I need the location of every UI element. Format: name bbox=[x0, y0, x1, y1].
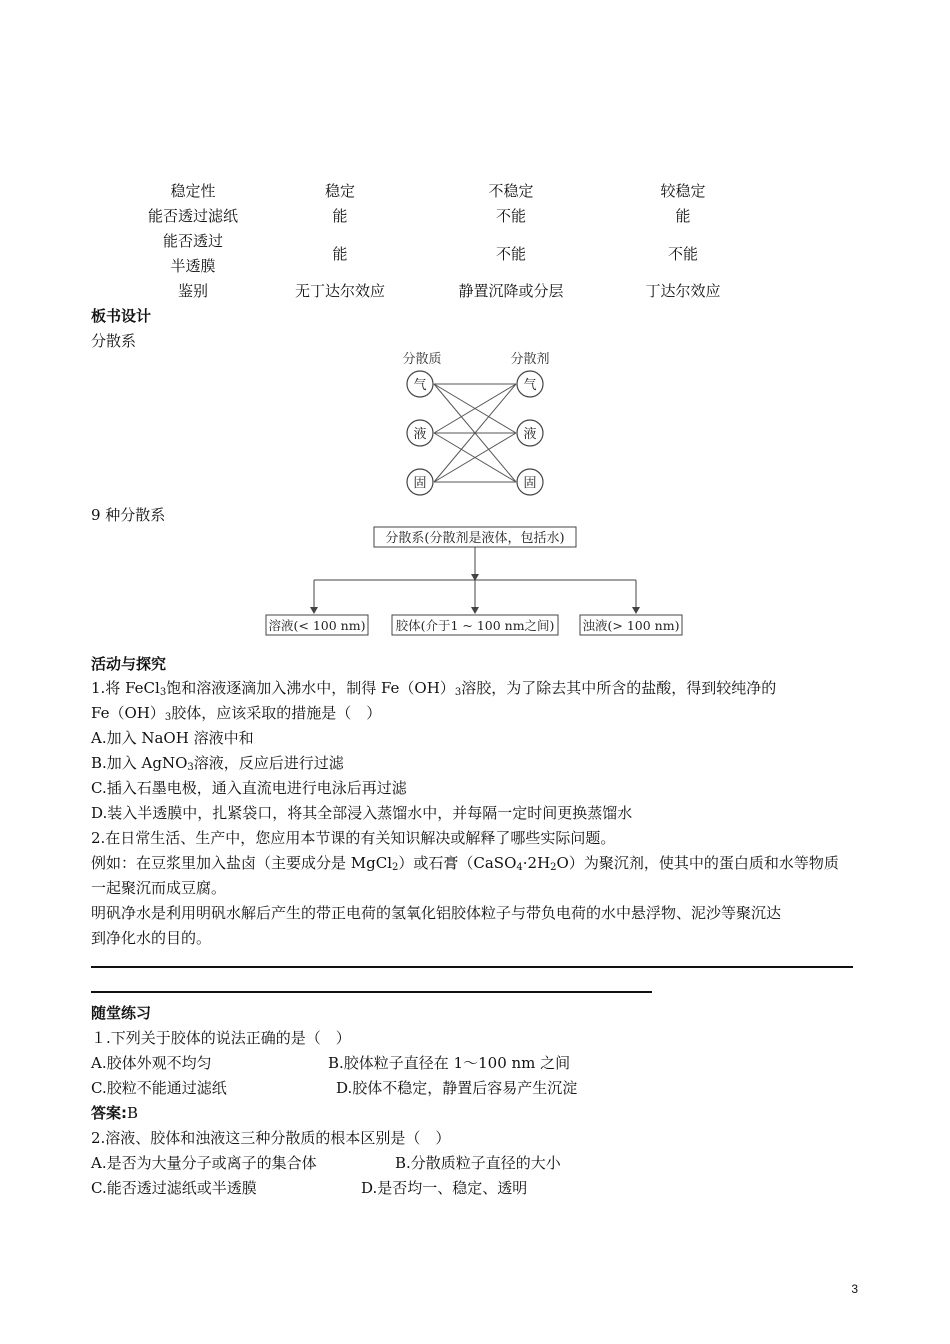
dispersed-phase-title: 分散质 bbox=[402, 352, 442, 367]
activity-q2: 2.在日常生活、生产中，您应用本节课的有关知识解决或解释了哪些实际问题。 bbox=[91, 829, 616, 847]
text-span: Fe（OH） bbox=[91, 704, 165, 722]
node-label: 气 bbox=[413, 378, 427, 393]
dispersion-medium-title: 分散剂 bbox=[510, 352, 550, 367]
subscript: 2 bbox=[392, 862, 399, 873]
arrow-head bbox=[632, 607, 640, 614]
arrow-head bbox=[310, 607, 318, 614]
dispersion-diagram bbox=[380, 345, 570, 505]
text-span: 溶液，反应后进行过滤 bbox=[193, 754, 344, 772]
practice-q1: １.下列关于胶体的说法正确的是（ ） bbox=[91, 1029, 351, 1047]
subscript: 4 bbox=[516, 862, 523, 873]
table-cell: 能 bbox=[332, 245, 348, 263]
practice-q2: 2.溶液、胶体和浊液这三种分散质的根本区别是（ ） bbox=[91, 1129, 451, 1147]
child-box-label: 浊液(> 100 nm) bbox=[582, 618, 680, 633]
page-number: 3 bbox=[851, 1282, 858, 1296]
answer-value: B bbox=[127, 1104, 139, 1122]
table-cell: 不稳定 bbox=[488, 182, 534, 200]
table-cell: 能 bbox=[675, 207, 691, 225]
classification-diagram bbox=[262, 524, 692, 640]
activity-q1-line1 bbox=[91, 678, 776, 698]
activity-q1-line2 bbox=[91, 703, 381, 723]
activity-q1-option-c: C.插入石墨电极，通入直流电进行电泳后再过滤 bbox=[91, 779, 407, 797]
table-cell: 不能 bbox=[667, 245, 698, 263]
practice-q1-option-d: D.胶体不稳定，静置后容易产生沉淀 bbox=[336, 1079, 578, 1097]
text-span: 1.将 FeCl bbox=[91, 679, 160, 697]
practice-heading: 随堂练习 bbox=[91, 1004, 152, 1022]
practice-q1-option-a: A.胶体外观不均匀 bbox=[91, 1054, 212, 1072]
practice-q2-option-a: A.是否为大量分子或离子的集合体 bbox=[91, 1154, 317, 1172]
subscript: 3 bbox=[164, 712, 172, 723]
practice-q2-option-c: C.能否透过滤纸或半透膜 bbox=[91, 1179, 257, 1197]
subscript: 3 bbox=[159, 687, 167, 698]
table-row-label: 稳定性 bbox=[170, 182, 216, 200]
node-label: 固 bbox=[413, 476, 427, 491]
table-cell: 较稳定 bbox=[660, 182, 706, 200]
board-label-nine: 9 种分散系 bbox=[91, 506, 166, 524]
arrow-head bbox=[471, 607, 479, 614]
node-label: 固 bbox=[523, 476, 537, 491]
text-span: 溶胶，为了除去其中所含的盐酸，得到较纯净的 bbox=[461, 679, 777, 697]
text-span: 饱和溶液逐滴加入沸水中，制得 Fe（OH） bbox=[166, 679, 455, 697]
practice-q2-option-d: D.是否均一、稳定、透明 bbox=[361, 1179, 528, 1197]
practice-answer: 答案:B bbox=[91, 1104, 139, 1122]
activity-example2-line2: 到净化水的目的。 bbox=[91, 929, 212, 947]
activity-example1-line1 bbox=[91, 853, 839, 873]
table-cell: 丁达尔效应 bbox=[645, 282, 721, 300]
board-heading: 板书设计 bbox=[91, 307, 152, 325]
text-span: 例如：在豆浆里加入盐卤（主要成分是 MgCl bbox=[91, 854, 393, 872]
activity-example2-line1: 明矾净水是利用明矾水解后产生的带正电荷的氢氧化铝胶体粒子与带负电荷的水中悬浮物、泥沙等聚沉达 bbox=[91, 904, 782, 922]
text-span: B.加入 AgNO bbox=[91, 754, 188, 772]
text-span: O）为聚沉剂，使其中的蛋白质和水等物质 bbox=[556, 854, 839, 872]
table-cell: 无丁达尔效应 bbox=[294, 282, 385, 300]
top-box-label: 分散系(分散剂是液体，包括水) bbox=[385, 531, 565, 546]
table-cell: 不能 bbox=[495, 207, 526, 225]
activity-example1-line2: 一起聚沉而成豆腐。 bbox=[91, 879, 227, 897]
table-cell: 能 bbox=[332, 207, 348, 225]
node-label: 液 bbox=[523, 427, 537, 442]
table-cell: 静置沉降或分层 bbox=[458, 282, 564, 300]
practice-q1-option-c: C.胶粒不能通过滤纸 bbox=[91, 1079, 227, 1097]
child-box-label: 溶液(< 100 nm) bbox=[268, 618, 366, 633]
table-row-label: 鉴别 bbox=[177, 282, 208, 300]
activity-q1-option-b bbox=[91, 753, 344, 773]
table-cell: 不能 bbox=[495, 245, 526, 263]
child-box-label: 胶体(介于1 ~ 100 nm之间) bbox=[395, 618, 555, 633]
subscript: 2 bbox=[550, 862, 557, 873]
answer-label: 答案 bbox=[91, 1104, 122, 1122]
text-span: ）或石膏（CaSO bbox=[398, 854, 517, 872]
subscript: 3 bbox=[187, 762, 194, 773]
subscript: 3 bbox=[454, 687, 462, 698]
answer-line bbox=[91, 966, 853, 968]
practice-q1-option-b: B.胶体粒子直径在 1～100 nm 之间 bbox=[328, 1054, 571, 1072]
activity-heading: 活动与探究 bbox=[91, 655, 167, 673]
table-cell: 稳定 bbox=[324, 182, 355, 200]
text-span: 胶体，应该采取的措施是（ ） bbox=[171, 704, 382, 722]
activity-q1-option-d: D.装入半透膜中，扎紧袋口，将其全部浸入蒸馏水中，并每隔一定时间更换蒸馏水 bbox=[91, 804, 633, 822]
node-label: 液 bbox=[413, 427, 427, 442]
board-label-dispersion: 分散系 bbox=[91, 332, 137, 350]
connection-lines bbox=[434, 384, 516, 482]
table-row-label: 能否透过 bbox=[162, 232, 223, 250]
activity-q1-option-a: A.加入 NaOH 溶液中和 bbox=[91, 729, 254, 747]
practice-q2-option-b: B.分散质粒子直径的大小 bbox=[395, 1154, 561, 1172]
text-span: ·2H bbox=[522, 854, 551, 872]
answer-line bbox=[91, 991, 652, 993]
node-label: 气 bbox=[523, 378, 537, 393]
table-row-label: 半透膜 bbox=[170, 257, 216, 275]
table-row-label: 能否透过滤纸 bbox=[147, 207, 238, 225]
